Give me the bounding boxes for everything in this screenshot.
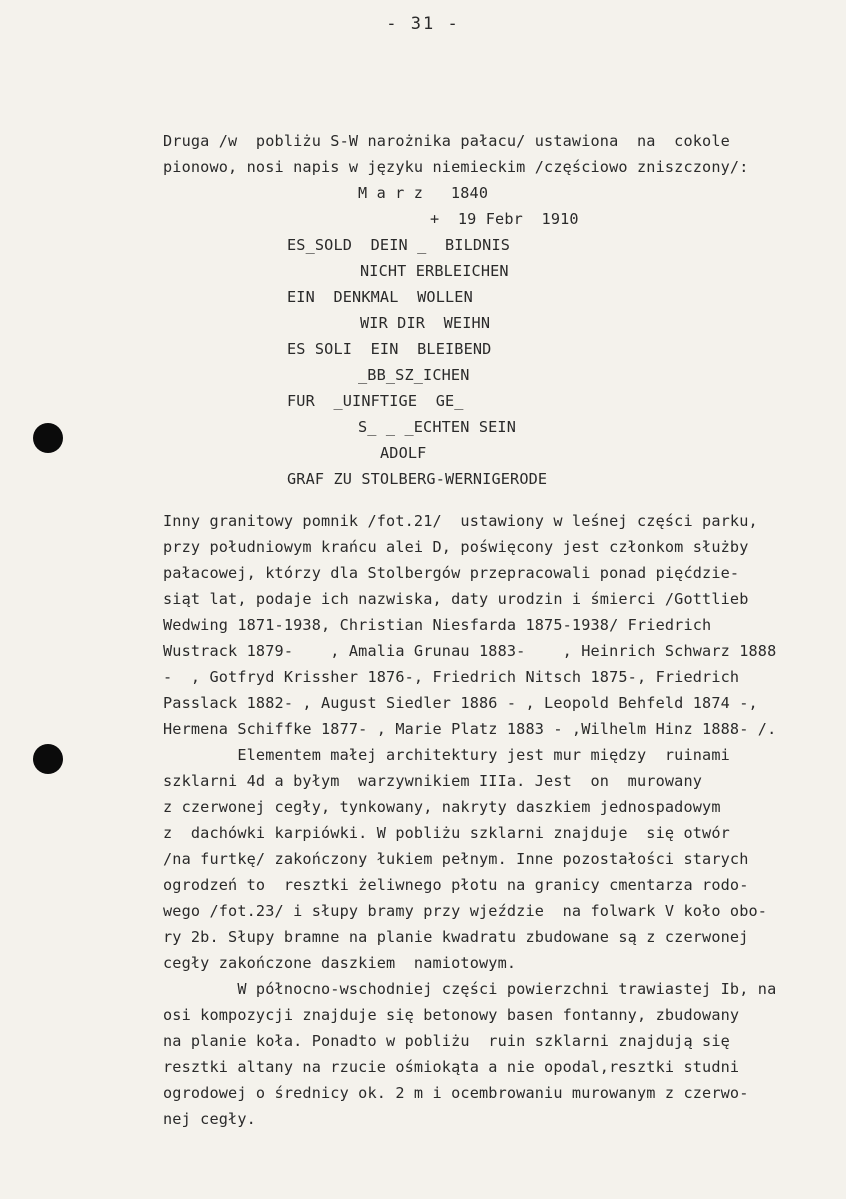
inscription-line: M a r z 1840 — [358, 184, 489, 202]
monument-line: Wedwing 1871-1938, Christian Niesfarda 1875-1938/ Friedrich — [163, 616, 712, 634]
inscription-line: NICHT ERBLEICHEN — [360, 262, 509, 280]
inscription-line: FUR _UINFTIGE GE_ — [287, 392, 464, 410]
page-number: - 31 - — [386, 14, 460, 34]
monument-line: Wustrack 1879- , Amalia Grunau 1883- , Heinrich Schwarz 1888 — [163, 642, 777, 660]
architecture-line: cegły zakończone daszkiem namiotowym. — [163, 954, 517, 972]
fountain-line: ogrodowej o średnicy ok. 2 m i ocembrowaniu murowanym z czerwo- — [163, 1084, 749, 1102]
architecture-line: /na furtkę/ zakończony łukiem pełnym. Inne pozostałości starych — [163, 850, 749, 868]
monument-line: Hermena Schiffke 1877- , Marie Platz 1883 - ,Wilhelm Hinz 1888- /. — [163, 720, 777, 738]
inscription-line: EIN DENKMAL WOLLEN — [287, 288, 473, 306]
inscription-line: ES_SOLD DEIN _ BILDNIS — [287, 236, 511, 254]
intro-line: Druga /w pobliżu S-W narożnika pałacu/ ustawiona na cokole — [163, 132, 730, 150]
fountain-line: W północno-wschodniej części powierzchni trawiastej Ib, na — [163, 980, 777, 998]
inscription-line: + 19 Febr 1910 — [430, 210, 579, 228]
architecture-line: ogrodzeń to resztki żeliwnego płotu na granicy cmentarza rodo- — [163, 876, 749, 894]
monument-line: Passlack 1882- , August Siedler 1886 - , Leopold Behfeld 1874 -, — [163, 694, 758, 712]
monument-line: siąt lat, podaje ich nazwiska, daty urodzin i śmierci /Gottlieb — [163, 590, 749, 608]
monument-line: przy południowym krańcu alei D, poświęcony jest członkom służby — [163, 538, 749, 556]
inscription-line: GRAF ZU STOLBERG-WERNIGERODE — [287, 470, 548, 488]
inscription-line: WIR DIR WEIHN — [360, 314, 491, 332]
fountain-line: resztki altany na rzucie ośmiokąta a nie opodal,resztki studni — [163, 1058, 740, 1076]
fountain-line: na planie koła. Ponadto w pobliżu ruin szklarni znajdują się — [163, 1032, 730, 1050]
architecture-line: wego /fot.23/ i słupy bramy przy wjeździe na folwark V koło obo- — [163, 902, 768, 920]
architecture-line: Elementem małej architektury jest mur między ruinami — [163, 746, 730, 764]
architecture-line: ry 2b. Słupy bramne na planie kwadratu zbudowane są z czerwonej — [163, 928, 749, 946]
inscription-line: _BB_SZ_ICHEN — [358, 366, 470, 384]
inscription-line: ES SOLI EIN BLEIBEND — [287, 340, 492, 358]
fountain-line: osi kompozycji znajduje się betonowy basen fontanny, zbudowany — [163, 1006, 740, 1024]
architecture-line: szklarni 4d a byłym warzywnikiem IIIa. Jest on murowany — [163, 772, 703, 790]
intro-line: pionowo, nosi napis w języku niemieckim /częściowo zniszczony/: — [163, 158, 749, 176]
inscription-line: ADOLF — [380, 444, 427, 462]
architecture-line: z dachówki karpiówki. W pobliżu szklarni znajduje się otwór — [163, 824, 730, 842]
monument-line: pałacowej, którzy dla Stolbergów przepracowali ponad pięćdzie- — [163, 564, 740, 582]
inscription-line: S_ _ _ECHTEN SEIN — [358, 418, 516, 436]
punch-hole-bottom — [33, 744, 63, 774]
monument-line: - , Gotfryd Krissher 1876-, Friedrich Nitsch 1875-, Friedrich — [163, 668, 740, 686]
architecture-line: z czerwonej cegły, tynkowany, nakryty daszkiem jednospadowym — [163, 798, 721, 816]
punch-hole-top — [33, 423, 63, 453]
fountain-line: nej cegły. — [163, 1110, 256, 1128]
monument-line: Inny granitowy pomnik /fot.21/ ustawiony w leśnej części parku, — [163, 512, 758, 530]
